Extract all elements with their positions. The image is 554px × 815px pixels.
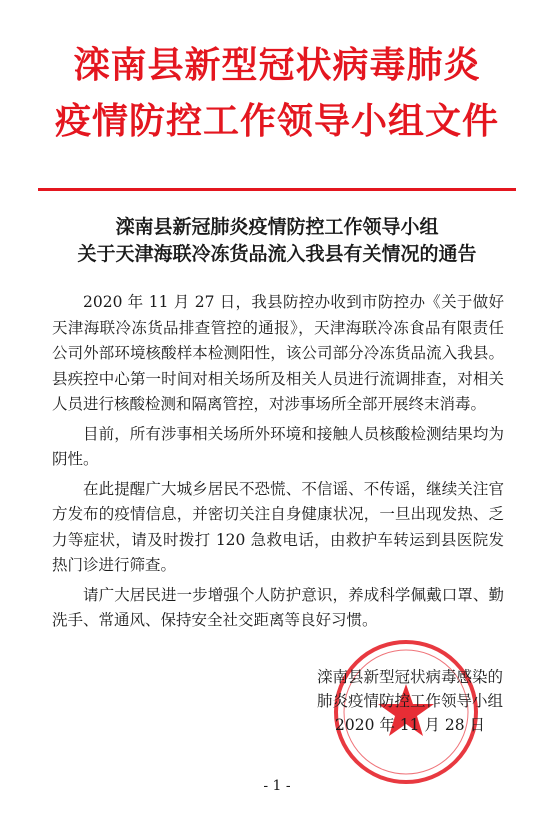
signature-line-2: 肺炎疫情防控工作领导小组 xyxy=(316,692,503,710)
signature-line-1: 滦南县新型冠状病毒感染的 xyxy=(316,668,503,686)
paragraph: 在此提醒广大城乡居民不恐慌、不信谣、不传谣，继续关注官方发布的疫情信息，并密切关注自身健康状况，一旦出现发热、乏力等症状，请及时拨打 120 急救电话，由救护车转运到县医院发热门诊进行筛查。 xyxy=(52,479,504,574)
title-line-1: 滦南县新冠肺炎疫情防控工作领导小组 xyxy=(115,216,439,238)
notice-body xyxy=(52,290,504,638)
title-line-2: 关于天津海联冷冻货品流入我县有关情况的通告 xyxy=(77,243,477,265)
header-line-1: 滦南县新型冠状病毒肺炎 xyxy=(73,45,481,86)
signature-date: 2020 年 11 月 28 日 xyxy=(334,716,486,734)
document-header xyxy=(0,38,554,150)
signature-block xyxy=(300,665,520,737)
paragraph: 目前，所有涉事相关场所外环境和接触人员核酸检测结果均为阴性。 xyxy=(52,424,504,468)
notice-title xyxy=(0,214,554,268)
header-line-2: 疫情防控工作领导小组文件 xyxy=(54,101,499,142)
paragraph: 2020 年 11 月 27 日，我县防控办收到市防控办《关于做好天津海联冷冻货品排查管控的通报》，天津海联冷冻食品有限责任公司外部环境核酸样本检测阳性，该公司部分冷冻货品流入我县。县疾控中心第一时间对相关场所及相关人员进行流调排查，对相关人员进行核酸检测和隔离管控，对涉事场所全部开展终末消毒。 xyxy=(52,293,504,413)
paragraph: 请广大居民进一步增强个人防护意识，养成科学佩戴口罩、勤洗手、常通风、保持安全社交距离等良好习惯。 xyxy=(52,585,504,629)
header-divider xyxy=(38,188,516,191)
page-number: - 1 - xyxy=(263,778,291,794)
